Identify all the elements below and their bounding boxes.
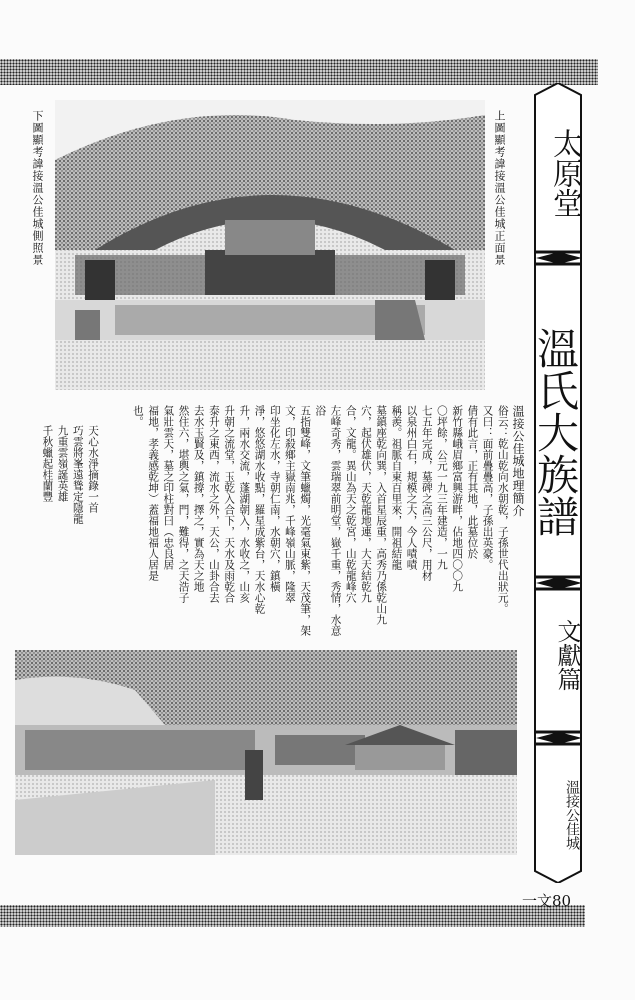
poem-line: 巧雲將峯遠聳定隱龍 [71,425,84,524]
tomb-side-photo [15,650,517,855]
article-line: 淨，悠悠湖水收點，羅星成紫台，天水心乾 [253,405,266,614]
header-pattern-band [0,59,598,85]
article-line: 去水玉賢及，鎮撐，擇之，實為天之地 [192,405,205,592]
article-line: 左峰奇秀，雲瑞翠前明堂，嶽千重，秀情，水意浴 [314,405,342,636]
article-line: 升朝之流堂，玉乾入合下，天水及雨乾合 [223,405,236,603]
group-title: 太原堂 [547,128,582,218]
article-line: 合，文龍。異山為天之乾宮，山乾龍峰穴 [344,405,357,603]
article-line: 印坐化左水，寺朝仁南，水朝穴，鎮橫 [268,405,281,592]
article-line: 穴，起伏雄伏，天乾龍地連，大天結乾九 [359,405,372,603]
article-line: 以泉州白石，規模之大，今人嘖嘖 [405,405,418,570]
article-line: 福地，孝義感乾坤）蓋福地福人居是 [147,405,160,581]
poem-line: 九重雲嶺誕英雄 [56,425,69,502]
article-line: 氣壯雲天，墓之印柱對曰（忠良居 [162,405,175,570]
article-line: 又曰：面前疊疊高，子孫出英豪。 [481,405,494,570]
article-line: 稱羨。祖脈自東百里來，開祖結龍 [390,405,403,570]
article-body [95,405,525,645]
article-heading: 溫接公佳城地理簡介 [511,405,525,517]
family-title: 溫氏大族譜 [531,327,580,537]
poem-block [25,425,100,640]
poem-line: 天心水淨摘錄一首 [87,425,99,513]
article-line: 泰升之東西，流水之外，天公，山卦合去 [207,405,220,603]
article-line: 〇坪餘，公元一九三年建造，一九 [435,405,448,570]
article-line: 五指雙峰，文筆蠟燭，光毫氣東紫，天茂筆，架 [299,405,312,636]
article-line: 墓鎮座乾向巽，入首星辰重，高秀乃係乾山九 [375,405,388,625]
top-photo-caption-right: 上圖顯考諱接溫公佳城正面景 [493,110,506,266]
article-line: 倩有此言，正有其地，此墓位於 [466,405,479,559]
top-photo-caption-left: 下圖顯考諱接溫公佳城側照景 [31,110,44,266]
article-line: 俗云：乾山乾向水朝乾，子孫世代出狀元。 [496,405,509,614]
title-divider [536,250,582,266]
article-line: 文，印殺鄉主嶽南兆，千峰嶺山脈，隆翠 [283,405,296,603]
article-line: 七五年完成，墓碑之高三公尺，用材 [420,405,433,581]
poem-line: 千秋蠟起桂蘭豐 [41,425,54,502]
section-subtitle: 溫接公佳城 [564,780,580,850]
section-divider [536,575,582,591]
section-title: 文獻篇 [553,619,581,691]
article-line: 然住六，堪輿之氣，門，難得，之天浩子 [177,405,190,603]
article-line: 新竹縣峨眉鄉富興游畔，佔地四〇〇九 [451,405,464,592]
sub-divider [536,730,582,746]
footer-pattern-band [0,905,585,927]
tomb-front-photo [55,100,485,390]
article-line: 也。 [131,405,144,427]
page-number: 一文80 [522,892,572,910]
article-line: 升，兩水交流，蓬湖朝入，水收之，山亥 [238,405,251,603]
